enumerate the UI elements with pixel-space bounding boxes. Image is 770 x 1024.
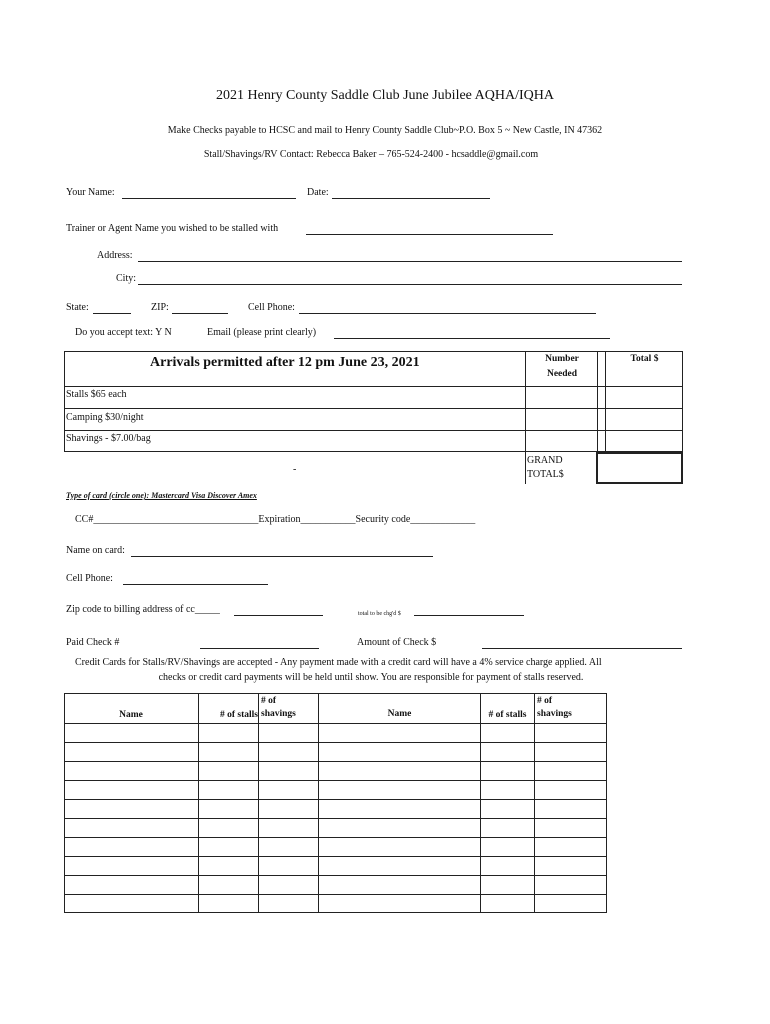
date-label: Date: xyxy=(307,187,329,198)
stall-divider-2 xyxy=(258,693,259,913)
order-rule-2 xyxy=(64,408,683,409)
address-field[interactable] xyxy=(138,261,682,262)
camping-total-cell[interactable] xyxy=(606,410,682,429)
paid-check-field[interactable] xyxy=(200,648,319,649)
grand-total-label-1: GRAND xyxy=(527,455,563,466)
shavings-number-cell[interactable] xyxy=(526,432,597,451)
arrivals-heading: Arrivals permitted after 12 pm June 23, 2021 xyxy=(150,355,420,370)
city-label: City: xyxy=(116,273,137,284)
zip-field[interactable] xyxy=(172,313,228,314)
number-needed-header-1: Number xyxy=(545,354,579,364)
grand-divider xyxy=(525,452,526,484)
accept-text-label: Do you accept text: Y N xyxy=(75,327,172,338)
stall-rule-3 xyxy=(64,761,607,762)
stall-rule-2 xyxy=(64,742,607,743)
stall-col-shavings-1b: shavings xyxy=(261,709,296,719)
email-label: Email (please print clearly) xyxy=(207,327,317,338)
dash-mark: - xyxy=(293,464,297,475)
city-field[interactable] xyxy=(138,284,682,285)
your-name-label: Your Name: xyxy=(66,187,115,198)
card-type-line[interactable]: Type of card (circle one): Mastercard Visa Discover Amex xyxy=(66,491,257,500)
payment-cell-label: Cell Phone: xyxy=(66,573,113,584)
stall-rule-7 xyxy=(64,837,607,838)
stall-col-stalls-1: # of stalls xyxy=(220,710,258,720)
camping-row-label: Camping $30/night xyxy=(66,412,144,423)
amount-check-label: Amount of Check $ xyxy=(357,637,437,648)
stall-rule-8 xyxy=(64,856,607,857)
total-header: Total $ xyxy=(630,354,659,364)
address-label: Address: xyxy=(97,250,133,261)
zip-billing-field[interactable] xyxy=(234,615,323,616)
cell-phone-label: Cell Phone: xyxy=(248,302,295,313)
stall-col-shavings-2b: shavings xyxy=(537,709,572,719)
stall-rule-9 xyxy=(64,875,607,876)
trainer-field[interactable] xyxy=(306,234,553,235)
total-chgd-field[interactable] xyxy=(414,615,524,616)
grand-total-label-2: TOTAL$ xyxy=(527,469,564,480)
stall-col-shavings-2a: # of xyxy=(537,696,553,706)
page-title: 2021 Henry County Saddle Club June Jubilee AQHA/IQHA xyxy=(216,88,554,103)
your-name-field[interactable] xyxy=(122,198,296,199)
order-rule-3 xyxy=(64,430,683,431)
stall-divider-4 xyxy=(480,693,481,913)
camping-number-cell[interactable] xyxy=(526,410,597,429)
stall-rule-5 xyxy=(64,799,607,800)
stall-rule-1 xyxy=(64,723,607,724)
stall-rule-6 xyxy=(64,818,607,819)
stall-divider-3 xyxy=(318,693,319,913)
cell-phone-field[interactable] xyxy=(299,313,596,314)
payment-cell-field[interactable] xyxy=(123,584,268,585)
state-label: State: xyxy=(66,302,89,313)
trainer-label: Trainer or Agent Name you wished to be stalled with xyxy=(66,223,279,234)
stall-divider-5 xyxy=(534,693,535,913)
total-chgd-label: total to be chg'd $ xyxy=(358,611,401,617)
stall-col-stalls-2: # of stalls xyxy=(488,710,527,720)
state-field[interactable] xyxy=(93,313,131,314)
stalls-number-cell[interactable] xyxy=(526,388,597,407)
stall-rule-10 xyxy=(64,894,607,895)
zip-label: ZIP: xyxy=(151,302,169,313)
shavings-row-label: Shavings - $7.00/bag xyxy=(66,433,151,444)
checks-payable-note: Make Checks payable to HCSC and mail to Henry County Saddle Club~P.O. Box 5 ~ New Castle, IN 47362 xyxy=(167,125,603,136)
email-field[interactable] xyxy=(334,338,610,339)
stalls-row-label: Stalls $65 each xyxy=(66,389,127,400)
credit-card-note-1: Credit Cards for Stalls/RV/Shavings are accepted - Any payment made with a credit card will have a 4% service charge applied. All xyxy=(75,657,602,668)
paid-check-label: Paid Check # xyxy=(66,637,120,648)
grand-total-field[interactable] xyxy=(596,452,683,484)
stall-col-shavings-1a: # of xyxy=(261,696,277,706)
zip-billing-label: Zip code to billing address of cc_____ xyxy=(66,604,220,615)
date-field[interactable] xyxy=(332,198,490,199)
stall-divider-1 xyxy=(198,693,199,913)
stalls-total-cell[interactable] xyxy=(606,388,682,407)
stall-col-name-2: Name xyxy=(387,709,412,719)
contact-line: Stall/Shavings/RV Contact: Rebecca Baker – 765-524-2400 - hcsaddle@gmail.com xyxy=(203,149,539,160)
amount-check-field[interactable] xyxy=(482,648,682,649)
shavings-total-cell[interactable] xyxy=(606,432,682,451)
order-divider-2 xyxy=(597,351,598,452)
order-rule-1 xyxy=(64,386,683,387)
number-needed-header-2: Needed xyxy=(546,369,578,379)
stall-col-name-1: Name xyxy=(119,710,143,720)
credit-card-note-2: checks or credit card payments will be held until show. You are responsible for payment of stalls reserved. xyxy=(158,672,584,683)
stall-table xyxy=(64,693,607,913)
stall-rule-4 xyxy=(64,780,607,781)
name-on-card-label: Name on card: xyxy=(66,545,125,556)
cc-line[interactable]: CC#_________________________________Expiration___________Security code_____________ xyxy=(75,514,476,525)
name-on-card-field[interactable] xyxy=(131,556,433,557)
